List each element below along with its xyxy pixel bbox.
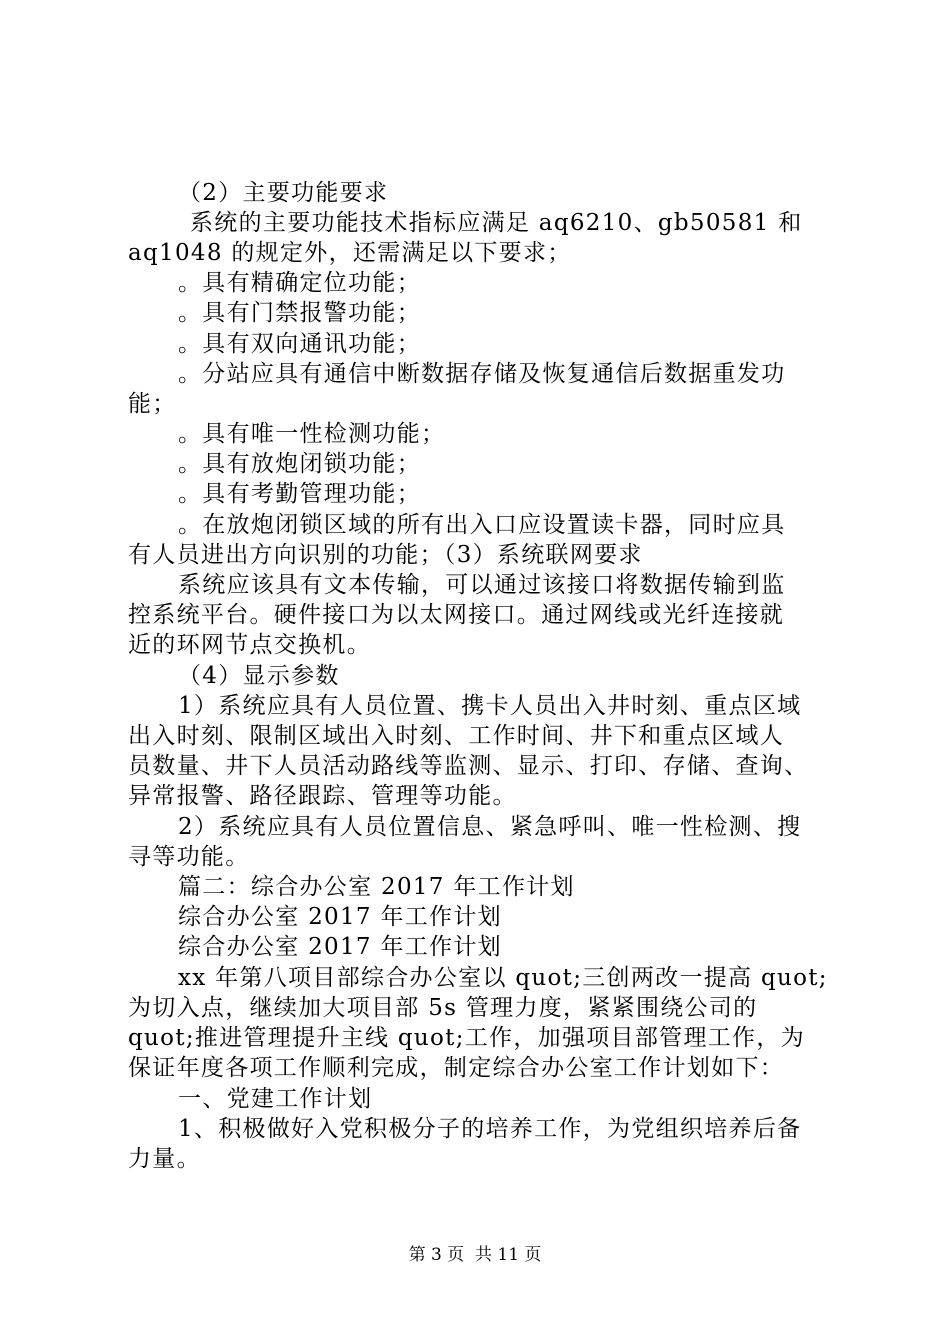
list-item: 。具有考勤管理功能； (178, 481, 421, 507)
paragraph-line: 异常报警、路径跟踪、管理等功能。 (128, 783, 517, 809)
section-heading: 篇二：综合办公室 2017 年工作计划 (178, 874, 575, 900)
paragraph-line: 为切入点，继续加大项目部 5s 管理力度，紧紧围绕公司的 (128, 995, 758, 1021)
list-item-continuation: 能； (128, 391, 177, 417)
paragraph-line: 出入时刻、限制区域出入时刻、工作时间、井下和重点区域人 (128, 723, 785, 749)
paragraph-line: quot;推进管理提升主线 quot;工作，加强项目部管理工作，为 (128, 1025, 805, 1051)
paragraph-line: 1）系统应具有人员位置、携卡人员出入井时刻、重点区域 (178, 693, 802, 719)
heading-main-functions: （2）主要功能要求 (178, 180, 389, 206)
page-number: 第 3 页 共 11 页 (408, 1245, 542, 1265)
list-item: 。具有唯一性检测功能； (178, 421, 446, 447)
paragraph-line: xx 年第八项目部综合办公室以 quot;三创两改一提高 quot; (178, 965, 828, 991)
paragraph-line: 寻等功能。 (128, 844, 250, 870)
list-item: 。在放炮闭锁区域的所有出入口应设置读卡器，同时应具 (178, 512, 786, 538)
paragraph-line: 系统应该具有文本传输，可以通过该接口将数据传输到监 (178, 572, 786, 598)
paragraph-line: 控系统平台。硬件接口为以太网接口。通过网线或光纤连接就 (128, 602, 785, 628)
document-title: 综合办公室 2017 年工作计划 (178, 934, 502, 960)
paragraph-line: aq1048 的规定外，还需满足以下要求； (128, 240, 572, 266)
paragraph-line: 系统的主要功能技术指标应满足 aq6210、gb50581 和 (190, 210, 803, 236)
list-item: 。具有门禁报警功能； (178, 300, 421, 326)
section-heading: 一、党建工作计划 (178, 1086, 373, 1112)
list-item-continuation: 有人员进出方向识别的功能；（3）系统联网要求 (128, 542, 643, 568)
list-item: 。具有双向通讯功能； (178, 331, 421, 357)
list-item: 。具有精确定位功能； (178, 270, 421, 296)
paragraph-line: 近的环网节点交换机。 (128, 632, 371, 658)
paragraph-line: 保证年度各项工作顺利完成，制定综合办公室工作计划如下： (128, 1055, 785, 1081)
paragraph-line: 1、积极做好入党积极分子的培养工作，为党组织培养后备 (178, 1116, 802, 1142)
document-title: 综合办公室 2017 年工作计划 (178, 904, 502, 930)
list-item: 。分站应具有通信中断数据存储及恢复通信后数据重发功 (178, 361, 786, 387)
paragraph-line: 力量。 (128, 1146, 201, 1172)
paragraph-line: 2）系统应具有人员位置信息、紧急呼叫、唯一性检测、搜 (178, 814, 802, 840)
list-item: 。具有放炮闭锁功能； (178, 451, 421, 477)
paragraph-line: 员数量、井下人员活动路线等监测、显示、打印、存储、查询、 (128, 753, 809, 779)
heading-display-params: （4）显示参数 (178, 663, 340, 689)
